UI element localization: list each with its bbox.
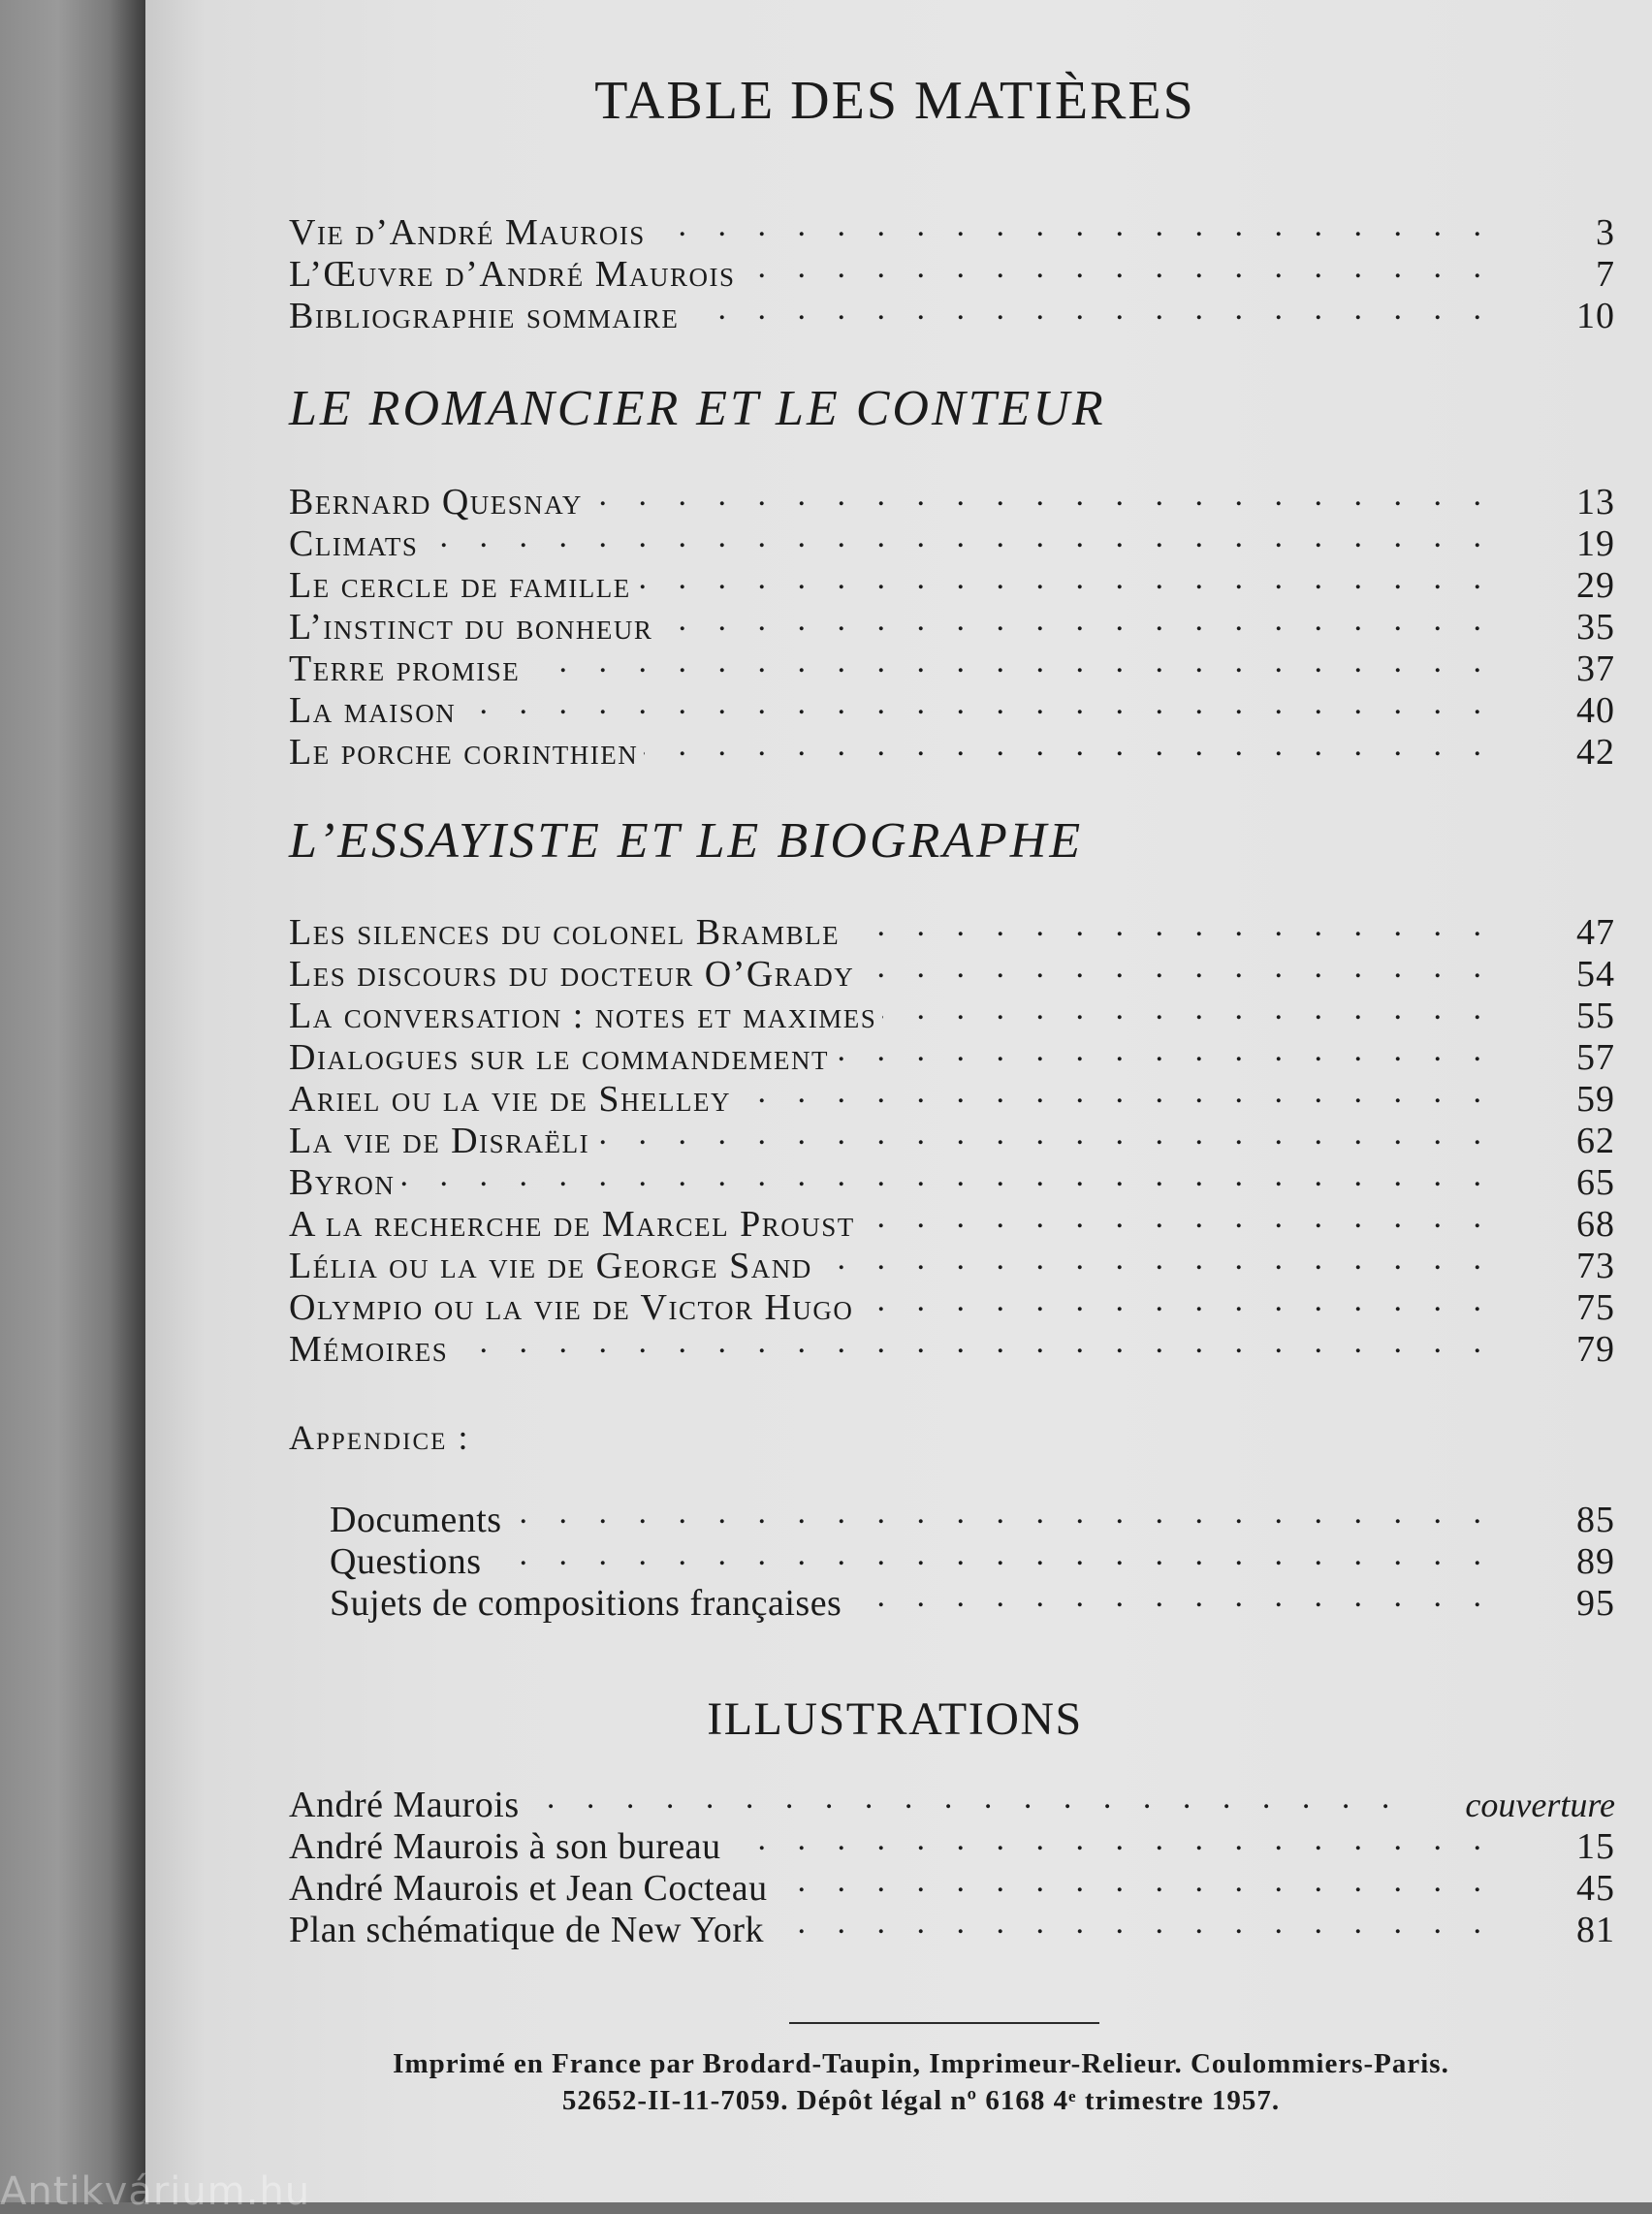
dot-leader <box>454 1322 1551 1361</box>
toc-row <box>289 1072 1615 1120</box>
dot-leader <box>424 517 1551 555</box>
toc-entry-label: A la recherche de Marcel Proust <box>289 1204 855 1245</box>
dot-leader <box>488 1534 1552 1573</box>
toc-entry-label: André Maurois <box>289 1785 520 1825</box>
toc-page-number: 62 <box>1576 1121 1615 1161</box>
toc-row <box>330 1576 1615 1624</box>
toc-row <box>289 517 1615 564</box>
toc-page-number: 75 <box>1576 1287 1615 1328</box>
toc-entry-label: Les silences du colonel Bramble <box>289 912 841 953</box>
illustrations-heading: ILLUSTRATIONS <box>707 1693 1083 1745</box>
dot-leader <box>770 1903 1551 1942</box>
toc-row <box>289 206 1615 253</box>
toc-row <box>289 683 1615 731</box>
illustrations-toc <box>289 1778 1615 1950</box>
toc-page-number: 47 <box>1576 912 1615 953</box>
toc-row <box>289 1030 1615 1078</box>
toc-row <box>289 475 1615 522</box>
toc-row <box>289 1903 1615 1950</box>
dot-leader <box>742 247 1551 286</box>
toc-page-number: 35 <box>1576 607 1615 648</box>
dot-leader <box>845 905 1551 944</box>
toc-page-number: 42 <box>1576 732 1615 773</box>
toc-entry-label: Questions <box>330 1541 482 1582</box>
toc-page-number: 54 <box>1576 954 1615 995</box>
intro-toc <box>289 206 1615 336</box>
toc-entry-label: Mémoires <box>289 1329 449 1370</box>
section-heading-romancier: LE ROMANCIER ET LE CONTEUR <box>289 381 1106 436</box>
appendix-toc <box>330 1493 1615 1624</box>
toc-entry-label: André Maurois et Jean Cocteau <box>289 1868 768 1909</box>
toc-entry-label: Le porche corinthien <box>289 732 639 773</box>
toc-row <box>289 1114 1615 1161</box>
toc-row <box>289 289 1615 336</box>
toc-page-number: 19 <box>1576 523 1615 564</box>
toc-page-number: 13 <box>1576 482 1615 522</box>
toc-row <box>289 725 1615 773</box>
imprint-line-2: 52652-II-11-7059. Dépôt légal nº 6168 4ᵉ trimestre 1957. <box>561 2085 1281 2116</box>
toc-page-number: 95 <box>1576 1583 1615 1624</box>
toc-row <box>289 1281 1615 1328</box>
toc-page-number: 73 <box>1576 1246 1615 1286</box>
dot-leader <box>525 642 1551 680</box>
dot-leader <box>684 289 1551 328</box>
dot-leader <box>727 1819 1551 1858</box>
book-binding-shadow <box>0 0 145 2202</box>
toc-page-number: 40 <box>1576 690 1615 731</box>
toc-page-number: 89 <box>1576 1541 1615 1582</box>
dot-leader <box>525 1778 1460 1817</box>
toc-row <box>289 905 1615 953</box>
toc-row <box>289 600 1615 648</box>
toc-page-number: 65 <box>1576 1162 1615 1203</box>
dot-leader <box>818 1239 1551 1278</box>
toc-entry-label: L’instinct du bonheur <box>289 607 653 648</box>
toc-row <box>289 947 1615 995</box>
imprint-line-1: Imprimé en France par Brodard-Taupin, Imprimeur-Relieur. Coulommiers-Paris. <box>393 2048 1449 2079</box>
toc-row <box>289 1322 1615 1370</box>
toc-page-number: 81 <box>1576 1910 1615 1950</box>
toc-page-number: 55 <box>1576 996 1615 1036</box>
toc-page-number: 7 <box>1596 254 1615 295</box>
toc-row <box>289 247 1615 295</box>
toc-entry-label: Terre promise <box>289 648 521 689</box>
toc-row <box>289 1197 1615 1245</box>
toc-entry-label: Byron <box>289 1162 396 1203</box>
toc-page-number: 57 <box>1576 1037 1615 1078</box>
dot-leader <box>835 1030 1551 1069</box>
dot-leader <box>651 206 1551 244</box>
toc-row <box>289 989 1615 1036</box>
dot-leader <box>882 989 1551 1028</box>
page-title: TABLE DES MATIÈRES <box>594 71 1195 131</box>
toc-entry-label: Lélia ou la vie de George Sand <box>289 1246 812 1286</box>
toc-page-number: couverture <box>1465 1786 1615 1824</box>
toc-entry-label: Plan schématique de New York <box>289 1910 764 1950</box>
toc-page-number: 79 <box>1576 1329 1615 1370</box>
dot-leader <box>860 947 1551 986</box>
toc-page-number: 3 <box>1596 212 1615 253</box>
toc-entry-label: Olympio ou la vie de Victor Hugo <box>289 1287 854 1328</box>
dot-leader <box>658 600 1551 639</box>
toc-entry-label: Le cercle de famille <box>289 565 631 606</box>
toc-row <box>289 1819 1615 1867</box>
dot-leader <box>588 475 1551 514</box>
toc-page-number: 29 <box>1576 565 1615 606</box>
toc-entry-label: André Maurois à son bureau <box>289 1826 721 1867</box>
toc-entry-label: Vie d’André Maurois <box>289 212 646 253</box>
toc-entry-label: Les discours du docteur O’Grady <box>289 954 855 995</box>
dot-leader <box>644 725 1551 764</box>
appendix-label: Appendice : <box>289 1418 470 1457</box>
dot-leader <box>595 1114 1551 1153</box>
toc-row <box>289 1239 1615 1286</box>
dot-leader <box>859 1281 1551 1319</box>
dot-leader <box>774 1861 1551 1900</box>
watermark-text: Antikvárium.hu <box>0 2169 311 2214</box>
toc-entry-label: Climats <box>289 523 419 564</box>
toc-row <box>289 1155 1615 1203</box>
book-page <box>145 0 1652 2202</box>
toc-page-number: 15 <box>1576 1826 1615 1867</box>
toc-entry-label: La maison <box>289 690 457 731</box>
section2-toc <box>289 905 1615 1370</box>
toc-row <box>330 1534 1615 1582</box>
toc-page-number: 10 <box>1576 296 1615 336</box>
toc-entry-label: Ariel ou la vie de Shelley <box>289 1079 731 1120</box>
toc-page-number: 85 <box>1576 1500 1615 1540</box>
dot-leader <box>508 1493 1551 1532</box>
dot-leader <box>737 1072 1551 1111</box>
toc-page-number: 59 <box>1576 1079 1615 1120</box>
toc-row <box>289 1861 1615 1909</box>
dot-leader <box>461 683 1551 722</box>
section1-toc <box>289 475 1615 773</box>
toc-row <box>289 642 1615 689</box>
toc-row <box>289 558 1615 606</box>
dot-leader <box>637 558 1551 597</box>
toc-page-number: 45 <box>1576 1868 1615 1909</box>
toc-entry-label: Bernard Quesnay <box>289 482 583 522</box>
toc-entry-label: L’Œuvre d’André Maurois <box>289 254 736 295</box>
divider-rule <box>789 2022 1099 2024</box>
section-heading-essayiste: L’ESSAYISTE ET LE BIOGRAPHE <box>289 813 1084 869</box>
toc-page-number: 37 <box>1576 648 1615 689</box>
toc-page-number: 68 <box>1576 1204 1615 1245</box>
toc-row <box>289 1778 1615 1825</box>
toc-entry-label: Sujets de compositions françaises <box>330 1583 842 1624</box>
toc-entry-label: Documents <box>330 1500 502 1540</box>
dot-leader <box>400 1155 1551 1194</box>
dot-leader <box>847 1576 1551 1615</box>
toc-entry-label: La conversation : notes et maximes <box>289 996 877 1036</box>
dot-leader <box>861 1197 1551 1236</box>
toc-row <box>330 1493 1615 1540</box>
toc-entry-label: La vie de Disraëli <box>289 1121 590 1161</box>
toc-entry-label: Bibliographie sommaire <box>289 296 680 336</box>
toc-entry-label: Dialogues sur le commandement <box>289 1037 829 1078</box>
